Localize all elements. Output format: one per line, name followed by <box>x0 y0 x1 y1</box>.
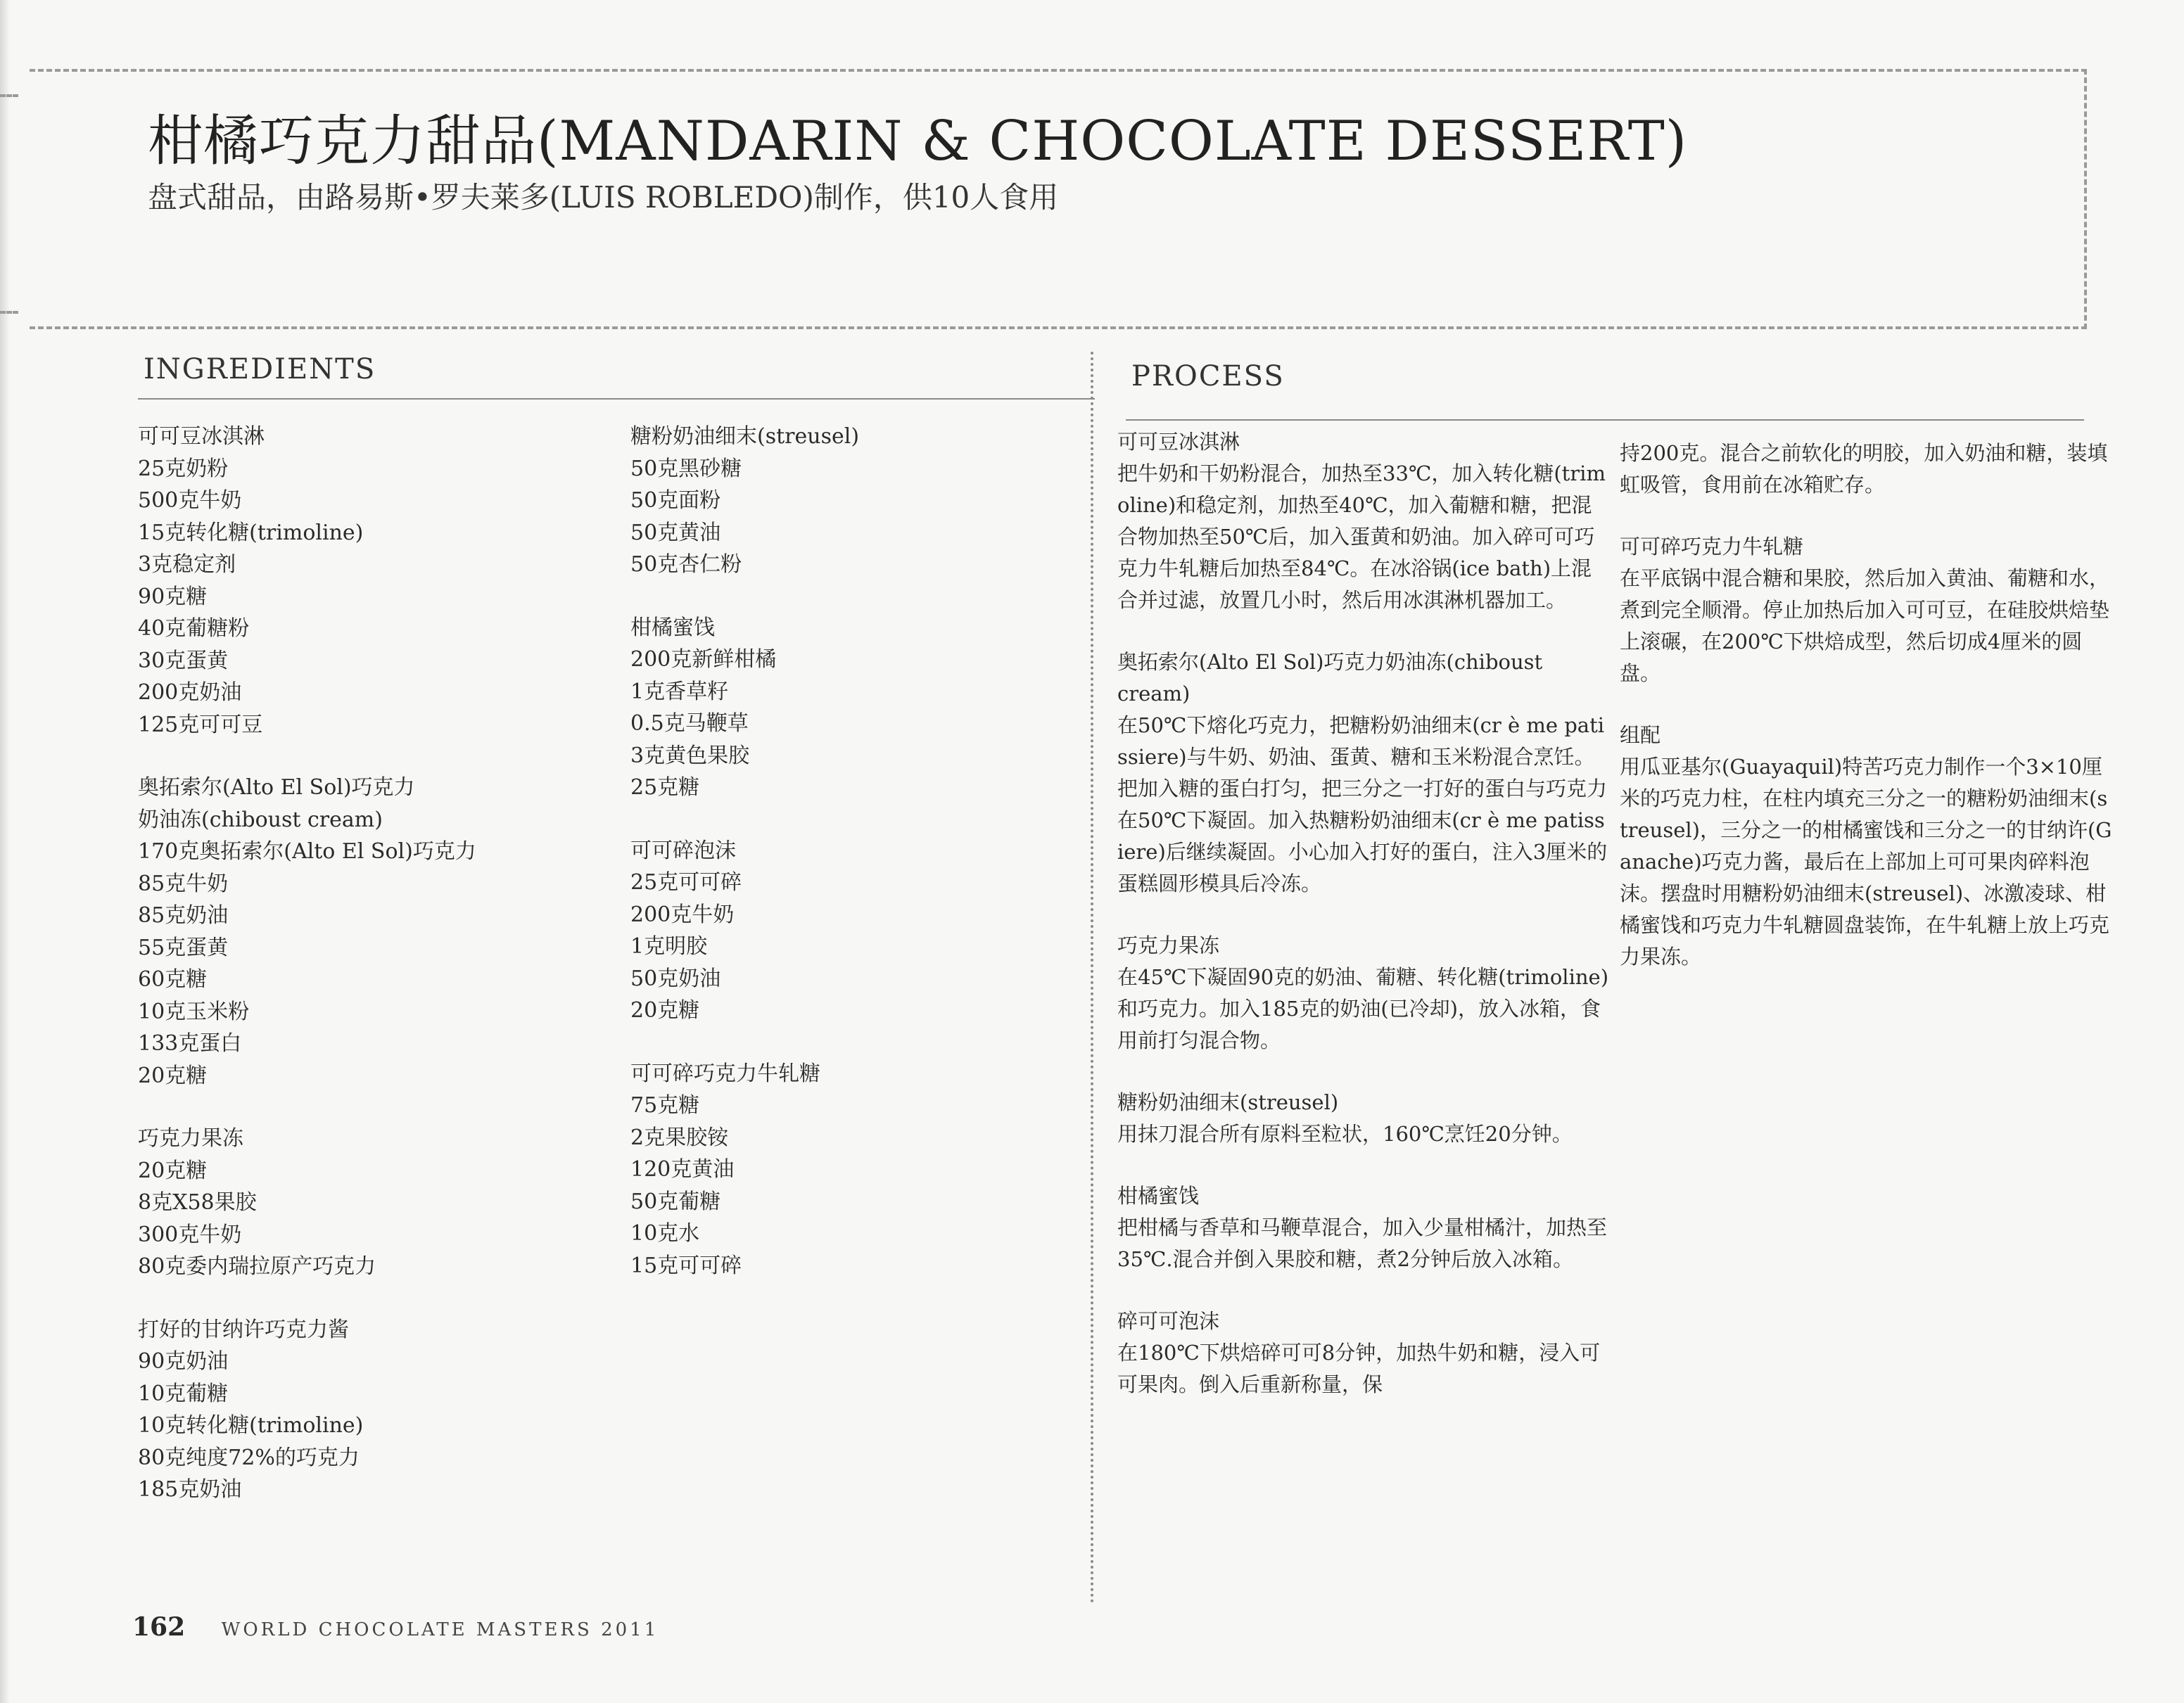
process-step <box>1117 1306 1610 1401</box>
ingredient-item: 200克牛奶 <box>630 902 735 927</box>
ingredient-item: 85克奶油 <box>138 903 229 928</box>
ingredient-group <box>138 1123 476 1283</box>
ingredient-group-title: 糖粉奶油细末(streusel) <box>630 424 860 449</box>
ingredients-heading: INGREDIENTS <box>144 353 376 385</box>
ingredient-item: 300克牛奶 <box>138 1222 242 1247</box>
process-step-title: 组配 <box>1620 723 1661 747</box>
ingredient-group-title: 可可豆冰淇淋 <box>138 424 265 449</box>
ingredient-item: 50克葡糖 <box>630 1189 721 1214</box>
page-footer <box>132 1612 659 1642</box>
book-spine-shadow <box>0 0 10 1703</box>
ingredient-item: 55克蛋黄 <box>138 935 229 960</box>
process-step-title: 奥拓索尔(Alto El Sol)巧克力奶油冻(chiboust cream) <box>1117 650 1543 706</box>
process-step <box>1117 646 1610 900</box>
ingredient-item: 25克可可碎 <box>630 870 742 895</box>
column-divider <box>1091 352 1093 1604</box>
ingredient-group-title: 巧克力果冻 <box>138 1126 243 1151</box>
ingredient-item: 133克蛋白 <box>138 1031 242 1056</box>
ingredient-item: 10克水 <box>630 1221 700 1246</box>
process-step <box>1117 930 1610 1057</box>
recipe-title: 柑橘巧克力甜品(MANDARIN & CHOCOLATE DESSERT) <box>148 110 1688 173</box>
process-step-text: 在平底锅中混合糖和果胶，然后加入黄油、葡糖和水，煮到完全顺滑。停止加热后加入可可豆，在硅胶烘焙垫上滚碾，在200℃下烘焙成型，然后切成4厘米的圆盘。 <box>1620 566 2110 685</box>
ingredient-item: 40克葡糖粉 <box>138 616 250 641</box>
ingredient-item: 15克可可碎 <box>630 1253 742 1278</box>
ingredients-column-1 <box>138 421 476 1537</box>
ingredient-item: 85克牛奶 <box>138 871 229 896</box>
frame-tick <box>0 311 18 314</box>
ingredient-item: 50克奶油 <box>630 966 721 991</box>
ingredient-item: 3克稳定剂 <box>138 552 236 577</box>
ingredient-item: 8克X58果胶 <box>138 1190 257 1215</box>
process-step-title: 碎可可泡沫 <box>1117 1309 1220 1333</box>
ingredient-group-title: 可可碎巧克力牛轧糖 <box>630 1061 820 1086</box>
frame-tick <box>0 94 18 97</box>
ingredient-group <box>630 835 859 1027</box>
ingredient-item: 3克黄色果胶 <box>630 743 750 768</box>
ingredient-item: 20克糖 <box>138 1158 208 1183</box>
ingredient-group <box>138 1314 476 1506</box>
process-step-title: 柑橘蜜饯 <box>1117 1184 1200 1208</box>
ingredient-group-title: 柑橘蜜饯 <box>630 615 715 640</box>
ingredient-item: 奶油冻(chiboust cream) <box>138 807 383 832</box>
ingredient-group <box>630 1058 859 1282</box>
process-step <box>1620 438 2112 501</box>
process-step <box>1620 531 2112 689</box>
ingredient-group-title: 打好的甘纳许巧克力酱 <box>138 1317 349 1342</box>
process-step <box>1117 1180 1610 1275</box>
ingredient-item: 50克黑砂糖 <box>630 456 742 481</box>
ingredient-item: 500克牛奶 <box>138 488 242 513</box>
process-step-title: 糖粉奶油细末(streusel) <box>1117 1090 1339 1114</box>
ingredient-group <box>630 612 859 804</box>
process-step-text: 用抹刀混合所有原料至粒状，160℃烹饪20分钟。 <box>1117 1122 1573 1146</box>
ingredient-item: 0.5克马鞭草 <box>630 711 749 736</box>
ingredient-item: 50克面粉 <box>630 488 721 513</box>
ingredient-item: 25克奶粉 <box>138 456 229 481</box>
ingredient-item: 170克奥拓索尔(Alto El Sol)巧克力 <box>138 839 476 864</box>
process-step-text: 在180℃下烘焙碎可可8分钟，加热牛奶和糖，浸入可可果肉。倒入后重新称量，保 <box>1117 1341 1601 1396</box>
ingredient-item: 60克糖 <box>138 967 208 992</box>
ingredient-item: 20克糖 <box>138 1063 208 1088</box>
process-step-text: 持200克。混合之前软化的明胶，加入奶油和糖，装填虹吸管，食用前在冰箱贮存。 <box>1620 441 2108 497</box>
page-number: 162 <box>132 1612 186 1642</box>
process-column-1 <box>1117 426 1610 1431</box>
recipe-subtitle: 盘式甜品，由路易斯•罗夫莱多(LUIS ROBLEDO)制作，供10人食用 <box>148 180 1059 215</box>
ingredient-item: 200克奶油 <box>138 680 242 705</box>
ingredient-group-title: 可可碎泡沫 <box>630 838 736 863</box>
process-rule <box>1126 419 2084 421</box>
ingredient-group-title: 奥拓索尔(Alto El Sol)巧克力 <box>138 775 415 800</box>
ingredient-group <box>630 421 859 581</box>
ingredients-column-2 <box>630 421 859 1313</box>
process-step-text: 把柑橘与香草和马鞭草混合，加入少量柑橘汁，加热至35℃.混合并倒入果胶和糖，煮2分钟后放入冰箱。 <box>1117 1216 1608 1271</box>
ingredient-group <box>138 772 476 1092</box>
process-step-text: 在45℃下凝固90克的奶油、葡糖、转化糖(trimoline)和巧克力。加入185克的奶油(已冷却)，放入冰箱，食用前打匀混合物。 <box>1117 965 1609 1052</box>
ingredient-item: 20克糖 <box>630 998 700 1023</box>
ingredient-item: 50克黄油 <box>630 520 721 545</box>
publication-name: WORLD CHOCOLATE MASTERS 2011 <box>221 1619 659 1640</box>
ingredient-item: 80克纯度72%的巧克力 <box>138 1445 360 1470</box>
process-step-title: 可可豆冰淇淋 <box>1117 430 1240 454</box>
ingredient-item: 1克香草籽 <box>630 679 729 704</box>
ingredient-item: 90克糖 <box>138 584 208 609</box>
ingredient-item: 80克委内瑞拉原产巧克力 <box>138 1254 376 1279</box>
ingredient-item: 1克明胶 <box>630 934 708 959</box>
process-column-2 <box>1620 438 2112 1003</box>
ingredient-item: 15克转化糖(trimoline) <box>138 520 364 545</box>
process-step <box>1620 720 2112 973</box>
ingredient-item: 200克新鲜柑橘 <box>630 647 777 672</box>
ingredient-group <box>138 421 476 741</box>
ingredient-item: 90克奶油 <box>138 1349 229 1374</box>
ingredient-item: 125克可可豆 <box>138 712 263 737</box>
ingredient-item: 185克奶油 <box>138 1477 242 1502</box>
ingredient-item: 10克玉米粉 <box>138 999 250 1024</box>
ingredient-item: 30克蛋黄 <box>138 648 229 673</box>
process-step <box>1117 426 1610 616</box>
ingredient-item: 2克果胶铵 <box>630 1125 729 1150</box>
process-step-title: 巧克力果冻 <box>1117 933 1220 957</box>
ingredient-item: 25克糖 <box>630 775 700 800</box>
process-step-text: 在50℃下熔化巧克力，把糖粉奶油细末(cr è me patissiere)与牛奶、奶油、蛋黄、糖和玉米粉混合烹饪。把加入糖的蛋白打匀，把三分之一打好的蛋白与巧克力在50℃下凝固。加入热糖粉奶油细末(cr è me patissiere)后继续凝固。小心加入打好的蛋白，注入3厘米的蛋糕圆形模具后冷冻。 <box>1117 713 1608 895</box>
ingredient-item: 50克杏仁粉 <box>630 552 742 577</box>
ingredient-item: 10克葡糖 <box>138 1381 229 1406</box>
ingredient-item: 10克转化糖(trimoline) <box>138 1413 364 1438</box>
process-step-text: 用瓜亚基尔(Guayaquil)特苦巧克力制作一个3×10厘米的巧克力柱，在柱内填充三分之一的糖粉奶油细末(streusel)，三分之一的柑橘蜜饯和三分之一的甘纳许(Ganache)巧克力酱，最后在上部加上可可果肉碎料泡沫。摆盘时用糖粉奶油细末(streusel)、冰激凌球、柑橘蜜饯和巧克力牛轧糖圆盘装饰，在牛轧糖上放上巧克力果冻。 <box>1620 755 2112 969</box>
process-step-title: 可可碎巧克力牛轧糖 <box>1620 535 1804 559</box>
process-step <box>1117 1087 1610 1150</box>
process-step-text: 把牛奶和干奶粉混合，加热至33℃，加入转化糖(trimoline)和稳定剂，加热至40℃，加入葡糖和糖，把混合物加热至50℃后，加入蛋黄和奶油。加入碎可可巧克力牛轧糖后加热至84℃。在冰浴锅(ice bath)上混合并过滤，放置几小时，然后用冰淇淋机器加工。 <box>1117 461 1606 612</box>
ingredients-rule <box>138 398 1095 400</box>
process-heading: PROCESS <box>1131 360 1285 393</box>
ingredient-item: 120克黄油 <box>630 1157 735 1182</box>
ingredient-item: 75克糖 <box>630 1093 700 1118</box>
